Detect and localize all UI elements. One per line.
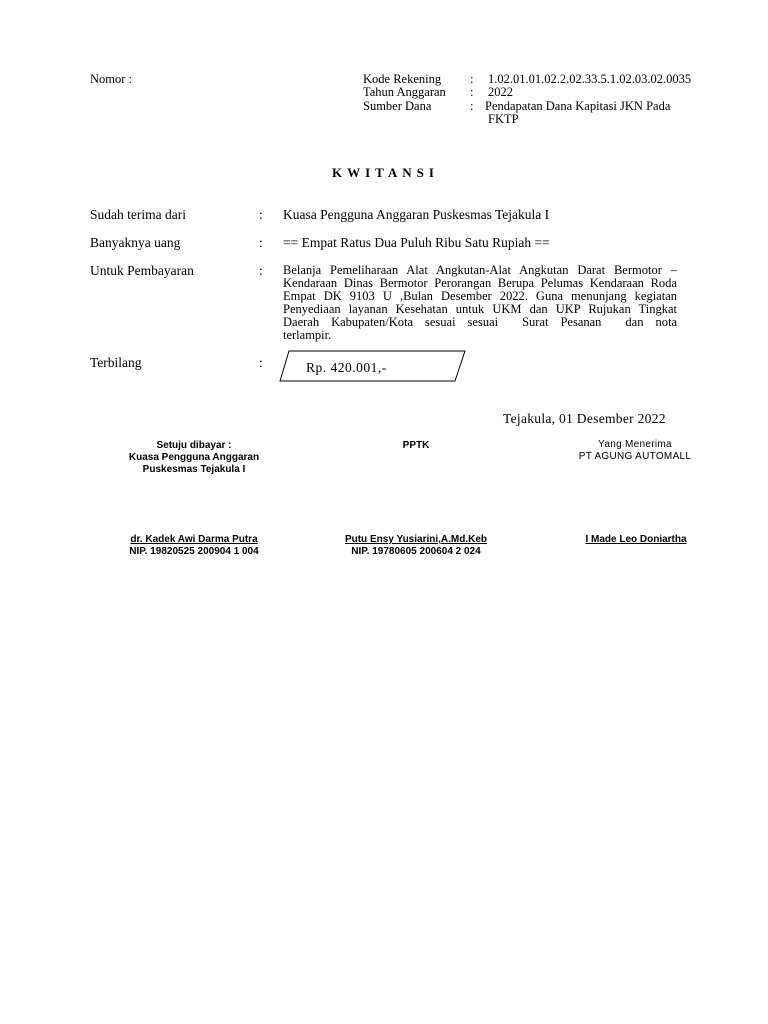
left-signature-block — [104, 440, 284, 476]
left-sig-line2: Kuasa Pengguna Anggaran — [128, 452, 260, 463]
right-signature-block — [560, 439, 710, 463]
untuk-line-4: Penyediaan layanan Kesehatan untuk UKM dan UKP Rujukan Tingkat — [283, 302, 677, 316]
right-sig-line2: PT AGUNG AUTOMALL — [578, 451, 692, 462]
left-signatory — [94, 534, 294, 558]
middle-signatory — [316, 534, 516, 558]
kode-rekening-label: Kode Rekening — [363, 72, 442, 86]
kode-rekening-value: 1.02.01.01.02.2.02.33.5.1.02.03.02.0035 — [488, 72, 692, 86]
right-signatory-name: I Made Leo Doniartha — [585, 534, 687, 545]
untuk-line-2: Kendaraan Dinas Bermotor Perorangan Berupa Pelumas Kendaraan Roda — [283, 276, 677, 290]
untuk-line-1: Belanja Pemeliharaan Alat Angkutan-Alat Angkutan Darat Bermotor – — [283, 263, 677, 277]
untuk-pembayaran-colon: : — [259, 263, 263, 278]
left-signatory-nip: NIP. 19820525 200904 1 004 — [129, 546, 259, 557]
middle-signatory-name: Putu Ensy Yusiarini,A.Md.Keb — [344, 534, 488, 545]
untuk-line-6: terlampir. — [283, 328, 332, 342]
nomor-label: Nomor : — [90, 72, 133, 86]
terbilang-label: Terbilang — [90, 355, 142, 370]
left-sig-line1: Setuju dibayar : — [156, 440, 232, 451]
banyaknya-uang-label: Banyaknya uang — [90, 235, 181, 250]
untuk-line-5: Daerah Kabupaten/Kota sesuai sesuai Surat Pesanan dan nota — [283, 315, 677, 329]
untuk-line-3: Empat DK 9103 U ,Bulan Desember 2022. Guna menunjang kegiatan — [283, 289, 677, 303]
place-date: Tejakula, 01 Desember 2022 — [503, 411, 666, 426]
untuk-pembayaran-value — [283, 264, 677, 342]
tahun-anggaran-value: 2022 — [488, 85, 513, 99]
middle-sig-line1: PPTK — [402, 440, 430, 451]
sudah-terima-colon: : — [259, 207, 263, 222]
middle-signatory-nip: NIP. 19780605 200604 2 024 — [351, 546, 481, 557]
middle-signature-block — [356, 440, 476, 452]
left-signatory-name: dr. Kadek Awi Darma Putra — [130, 534, 258, 545]
sumber-dana-label: Sumber Dana — [363, 99, 432, 113]
terbilang-value: Rp. 420.001,- — [306, 360, 387, 375]
kode-rekening-colon: : — [470, 72, 474, 86]
banyaknya-uang-value: == Empat Ratus Dua Puluh Ribu Satu Rupiah == — [283, 235, 550, 250]
tahun-anggaran-colon: : — [470, 85, 474, 99]
document-title: KWITANSI — [332, 165, 439, 180]
untuk-pembayaran-label: Untuk Pembayaran — [90, 263, 194, 278]
banyaknya-uang-colon: : — [259, 235, 263, 250]
sumber-dana-value-line1: Pendapatan Dana Kapitasi JKN Pada — [485, 99, 671, 113]
right-signatory — [556, 534, 716, 546]
tahun-anggaran-label: Tahun Anggaran — [363, 85, 446, 99]
sudah-terima-label: Sudah terima dari — [90, 207, 186, 222]
left-sig-line3: Puskesmas Tejakula I — [142, 464, 246, 475]
terbilang-colon: : — [259, 355, 263, 370]
sumber-dana-value-line2: FKTP — [488, 112, 519, 126]
sumber-dana-colon: : — [470, 99, 474, 113]
right-sig-line1: Yang Menerima — [598, 439, 672, 450]
sudah-terima-value: Kuasa Pengguna Anggaran Puskesmas Tejakula I — [283, 207, 550, 222]
